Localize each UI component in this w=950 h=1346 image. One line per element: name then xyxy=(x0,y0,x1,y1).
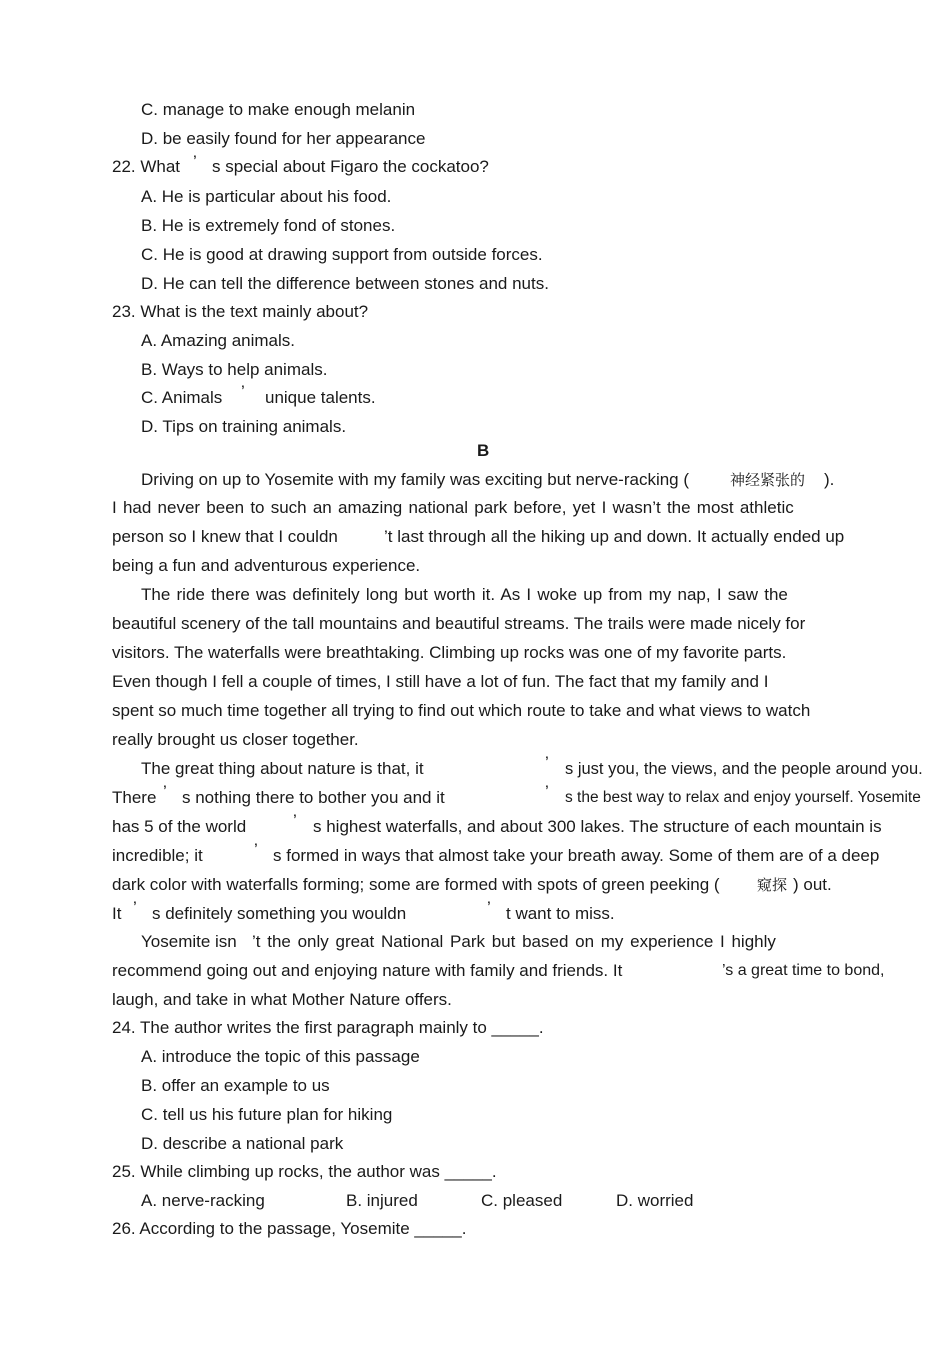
q24-option-a: A. introduce the topic of this passage xyxy=(141,1047,420,1066)
q22-option-d: D. He can tell the difference between stones and nuts. xyxy=(141,274,549,293)
q21-option-d: D. be easily found for her appearance xyxy=(141,129,426,148)
section-title: B xyxy=(477,441,490,460)
passage-p3-line3-apostrophe: ’ xyxy=(293,811,297,830)
passage-p4-line3: laugh, and take in what Mother Nature offers. xyxy=(112,990,452,1009)
q22-stem-start: 22. What xyxy=(112,157,181,176)
passage-p3-line6-start: It xyxy=(112,904,122,923)
q23-option-c-start: C. Animals xyxy=(141,388,223,407)
passage-p3-line4-end: s formed in ways that almost take your breath away. Some of them are of a deep xyxy=(273,846,880,865)
q23-option-b: B. Ways to help animals. xyxy=(141,360,328,379)
passage-p3-line1-end: s just you, the views, and the people around you. xyxy=(565,760,923,778)
passage-p3-line6-end: t want to miss. xyxy=(506,904,615,923)
passage-p4-line2-start: recommend going out and enjoying nature with family and friends. It xyxy=(112,961,623,980)
passage-p3-line5-end: ) out. xyxy=(793,875,832,894)
q25-option-b: B. injured xyxy=(346,1191,418,1210)
q23-option-a: A. Amazing animals. xyxy=(141,331,296,350)
passage-p2-line4: Even though I fell a couple of times, I still have a lot of fun. The fact that my family and I xyxy=(112,672,769,691)
passage-p2-line5: spent so much time together all trying to find out which route to take and what views to watch xyxy=(112,701,811,720)
passage-p2-line6: really brought us closer together. xyxy=(112,730,359,749)
q25-option-a: A. nerve-racking xyxy=(141,1191,265,1210)
passage-p1-line2: I had never been to such an amazing national park before, yet I wasn’t the most athletic xyxy=(112,498,794,517)
passage-p1-line1-chinese: 神经紧张的 xyxy=(730,471,806,489)
passage-p4-line2-end: ’s a great time to bond, xyxy=(722,962,885,979)
q22-option-a: A. He is particular about his food. xyxy=(141,187,392,206)
passage-p3-line1-start: The great thing about nature is that, it xyxy=(141,759,424,778)
q24-stem: 24. The author writes the first paragraph mainly to _____. xyxy=(112,1018,544,1037)
passage-p3-line3-start: has 5 of the world xyxy=(112,817,247,836)
q23-option-c-end: unique talents. xyxy=(265,388,376,407)
q26-stem: 26. According to the passage, Yosemite _____. xyxy=(112,1219,467,1238)
q23-option-c-apostrophe: ’ xyxy=(241,382,245,401)
passage-p3-line2-apostrophe-2: ’ xyxy=(545,782,549,801)
q23-stem: 23. What is the text mainly about? xyxy=(112,302,369,321)
q21-option-c: C. manage to make enough melanin xyxy=(141,100,416,119)
passage-p4-line1-end: ’t the only great National Park but based on my experience I highly xyxy=(252,932,776,951)
passage-p2-line3: visitors. The waterfalls were breathtaking. Climbing up rocks was one of my favorite parts. xyxy=(112,643,787,662)
passage-p1-line4: being a fun and adventurous experience. xyxy=(112,556,421,575)
q24-option-d: D. describe a national park xyxy=(141,1134,344,1153)
passage-p3-line5-chinese: 窥探 xyxy=(757,876,788,894)
q25-option-d: D. worried xyxy=(616,1191,694,1210)
q22-option-b: B. He is extremely fond of stones. xyxy=(141,216,396,235)
passage-p3-line2-end: s the best way to relax and enjoy yourself. Yosemite xyxy=(565,789,921,806)
q23-option-d: D. Tips on training animals. xyxy=(141,417,347,436)
passage-p2-line1: The ride there was definitely long but worth it. As I woke up from my nap, I saw the xyxy=(141,585,788,604)
passage-p1-line3-end: ’t last through all the hiking up and down. It actually ended up xyxy=(384,527,845,546)
passage-p1-line1-end: ). xyxy=(824,470,835,489)
passage-p2-line2: beautiful scenery of the tall mountains and beautiful streams. The trails were made nicely for xyxy=(112,614,806,633)
passage-p3-line2-start: There xyxy=(112,788,157,807)
passage-p4-line1-start: Yosemite isn xyxy=(141,932,237,951)
q22-option-c: C. He is good at drawing support from outside forces. xyxy=(141,245,543,264)
q22-stem-apostrophe: ’ xyxy=(193,152,197,171)
passage-p3-line5-start: dark color with waterfalls forming; some are formed with spots of green peeking ( xyxy=(112,875,720,894)
passage-p3-line1-apostrophe: ’ xyxy=(545,753,549,772)
passage-p3-line6-apostrophe-2: ’ xyxy=(487,898,491,917)
passage-p3-line4-apostrophe: ’ xyxy=(254,840,258,859)
passage-p3-line2-apostrophe-1: ’ xyxy=(163,782,167,801)
passage-p1-line1-start: Driving on up to Yosemite with my family was exciting but nerve-racking ( xyxy=(141,470,690,489)
passage-p3-line3-end: s highest waterfalls, and about 300 lakes. The structure of each mountain is xyxy=(313,817,882,836)
q25-option-c: C. pleased xyxy=(481,1191,563,1210)
q24-option-b: B. offer an example to us xyxy=(141,1076,330,1095)
passage-p3-line6-apostrophe: ’ xyxy=(133,898,137,917)
passage-p3-line6-middle: s definitely something you wouldn xyxy=(152,904,407,923)
q25-stem: 25. While climbing up rocks, the author was _____. xyxy=(112,1162,497,1181)
passage-p3-line4-start: incredible; it xyxy=(112,846,203,865)
passage-p1-line3-start: person so I knew that I couldn xyxy=(112,527,338,546)
passage-p3-line2-middle: s nothing there to bother you and it xyxy=(182,788,445,807)
q22-stem-end: s special about Figaro the cockatoo? xyxy=(212,157,489,176)
q24-option-c: C. tell us his future plan for hiking xyxy=(141,1105,393,1124)
